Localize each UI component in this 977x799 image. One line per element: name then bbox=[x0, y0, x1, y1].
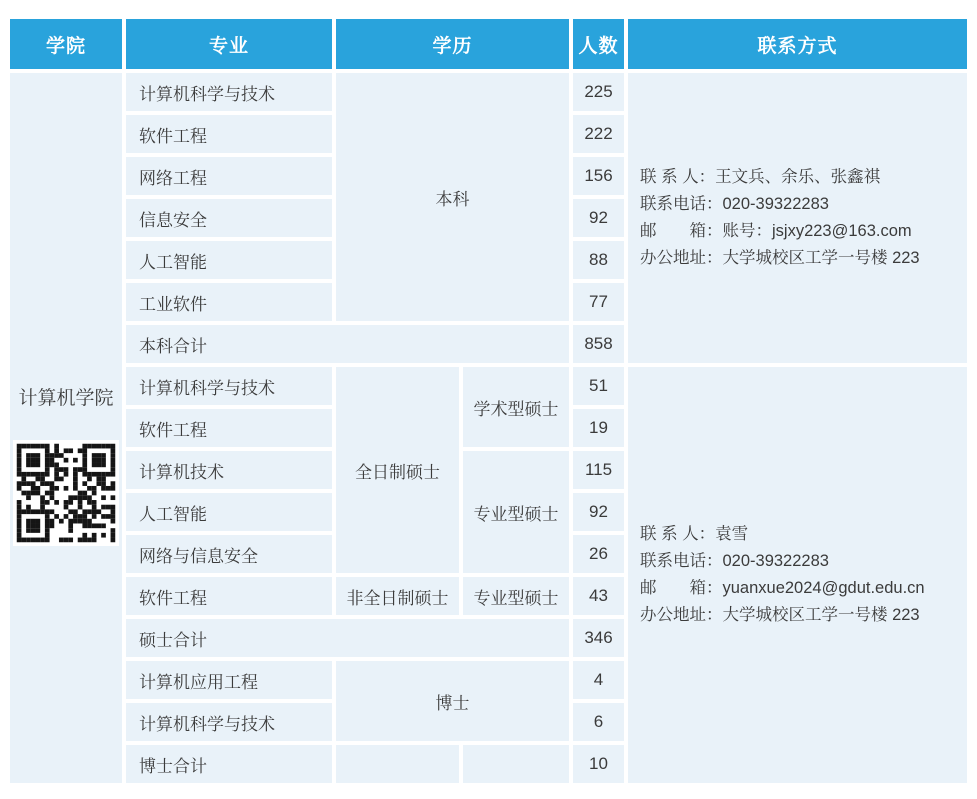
header-college: 学院 bbox=[10, 19, 122, 69]
contact-block-graduate bbox=[628, 367, 967, 783]
count-cell: 77 bbox=[573, 283, 624, 321]
college-name: 计算机学院 bbox=[18, 387, 114, 409]
contact-line: 联系电话：020-39322283 bbox=[640, 195, 829, 213]
count-cell: 225 bbox=[573, 73, 624, 111]
empty-cell bbox=[463, 745, 569, 783]
degree-cell-academic-master: 学术型硕士 bbox=[463, 367, 569, 447]
degree-cell-doctor: 博士 bbox=[336, 661, 569, 741]
qr-code-icon bbox=[13, 440, 119, 546]
header-count: 人数 bbox=[573, 19, 624, 69]
count-cell: 26 bbox=[573, 535, 624, 573]
contact-line: 邮 箱：账号：jsjxy223@163.com bbox=[640, 222, 912, 240]
major-cell: 软件工程 bbox=[126, 577, 332, 615]
enrollment-table bbox=[10, 19, 967, 783]
count-cell: 51 bbox=[573, 367, 624, 405]
count-cell: 222 bbox=[573, 115, 624, 153]
count-cell: 156 bbox=[573, 157, 624, 195]
contact-line: 联 系 人：袁雪 bbox=[640, 525, 749, 543]
count-cell: 19 bbox=[573, 409, 624, 447]
contact-line: 联 系 人：王文兵、余乐、张鑫祺 bbox=[640, 168, 881, 186]
major-cell: 工业软件 bbox=[126, 283, 332, 321]
contact-line: 办公地址：大学城校区工学一号楼 223 bbox=[640, 606, 920, 624]
total-label-master: 硕士合计 bbox=[126, 619, 569, 657]
header-degree: 学历 bbox=[336, 19, 569, 69]
header-contact: 联系方式 bbox=[628, 19, 967, 69]
count-cell: 6 bbox=[573, 703, 624, 741]
header-major: 专业 bbox=[126, 19, 332, 69]
major-cell: 计算机科学与技术 bbox=[126, 703, 332, 741]
count-cell: 858 bbox=[573, 325, 624, 363]
degree-cell-fulltime-master: 全日制硕士 bbox=[336, 367, 459, 573]
count-cell: 92 bbox=[573, 493, 624, 531]
major-cell: 网络与信息安全 bbox=[126, 535, 332, 573]
empty-cell bbox=[336, 745, 459, 783]
count-cell: 92 bbox=[573, 199, 624, 237]
count-cell: 43 bbox=[573, 577, 624, 615]
count-cell: 4 bbox=[573, 661, 624, 699]
contact-block-bachelor bbox=[628, 73, 967, 363]
contact-line: 邮 箱：yuanxue2024@gdut.edu.cn bbox=[640, 579, 925, 597]
major-cell: 人工智能 bbox=[126, 241, 332, 279]
major-cell: 计算机科学与技术 bbox=[126, 73, 332, 111]
degree-cell-parttime-master: 非全日制硕士 bbox=[336, 577, 459, 615]
count-cell: 346 bbox=[573, 619, 624, 657]
major-cell: 网络工程 bbox=[126, 157, 332, 195]
count-cell: 10 bbox=[573, 745, 624, 783]
count-cell: 88 bbox=[573, 241, 624, 279]
count-cell: 115 bbox=[573, 451, 624, 489]
contact-line: 联系电话：020-39322283 bbox=[640, 552, 829, 570]
total-label-doctor: 博士合计 bbox=[126, 745, 332, 783]
major-cell: 人工智能 bbox=[126, 493, 332, 531]
major-cell: 信息安全 bbox=[126, 199, 332, 237]
major-cell: 计算机技术 bbox=[126, 451, 332, 489]
degree-cell-bachelor: 本科 bbox=[336, 73, 569, 321]
degree-cell-professional-master: 专业型硕士 bbox=[463, 451, 569, 573]
contact-line: 办公地址：大学城校区工学一号楼 223 bbox=[640, 249, 920, 267]
major-cell: 计算机科学与技术 bbox=[126, 367, 332, 405]
college-cell bbox=[10, 73, 122, 783]
major-cell: 软件工程 bbox=[126, 409, 332, 447]
degree-cell-professional-master: 专业型硕士 bbox=[463, 577, 569, 615]
total-label-bachelor: 本科合计 bbox=[126, 325, 569, 363]
major-cell: 计算机应用工程 bbox=[126, 661, 332, 699]
major-cell: 软件工程 bbox=[126, 115, 332, 153]
